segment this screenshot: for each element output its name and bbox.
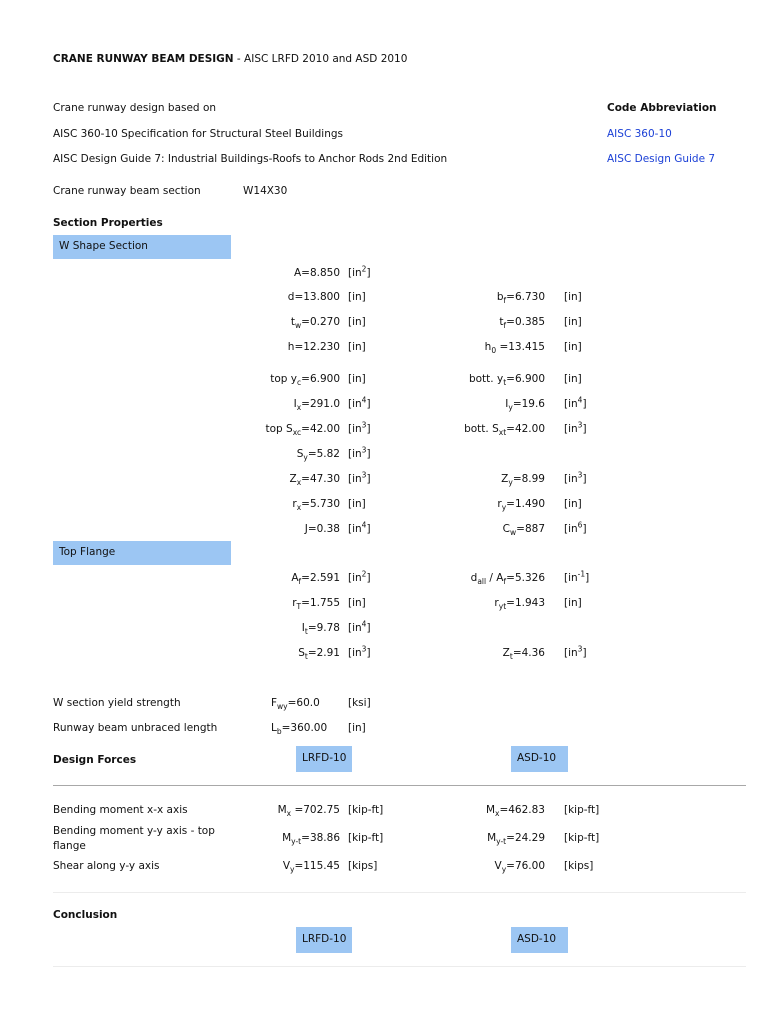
- my-asd-unit: [kip-ft]: [564, 832, 600, 844]
- prop-tf: $t_f=0.385$: [499, 316, 545, 331]
- unit-rT: [in]: [348, 597, 366, 609]
- conclusion-asd-label: ASD-10: [517, 933, 557, 945]
- unit-ry: [in]: [564, 498, 582, 510]
- unit-bf: [in]: [564, 291, 582, 303]
- prop-ry: $r_y=1.490$: [497, 498, 545, 513]
- lrfd-badge-label: LRFD-10: [302, 752, 347, 764]
- unit-ryt: [in]: [564, 597, 582, 609]
- prop-J: J=0.38: [304, 523, 340, 535]
- prop-h: h=12.230: [287, 341, 340, 353]
- w-shape-label: W Shape Section: [59, 240, 148, 252]
- mx-lrfd: $M_x =702.75$: [277, 804, 340, 819]
- prop-rT: $r_T=1.755$: [292, 597, 340, 612]
- prop-A: A=8.850: [293, 267, 340, 279]
- prop-Af: $A_f=2.591$: [291, 572, 340, 587]
- unit-h: [in]: [348, 341, 366, 353]
- unit-A: $[in^2]$: [348, 264, 371, 279]
- page-title: CRANE RUNWAY BEAM DESIGN - AISC LRFD 2010 and ASD 2010: [53, 53, 408, 65]
- prop-Zt: $Z_t=4.36$: [502, 647, 545, 662]
- prop-Sy: $S_y=5.82$: [296, 448, 340, 463]
- unit-Zx: $[in^3]$: [348, 470, 371, 485]
- prop-Sxc: top $S_{xc}=42.00$: [265, 423, 340, 438]
- unit-dAf: $[in^{-1}]$: [564, 569, 590, 584]
- prop-d: d=13.800: [287, 291, 340, 303]
- my-label: Bending moment y-y axis - top flange: [53, 825, 215, 852]
- conclusion-lrfd-label: LRFD-10: [302, 933, 347, 945]
- spec-abbr-link[interactable]: AISC 360-10: [607, 128, 672, 140]
- prop-Sxt: bott. $S_{xt}=42.00$: [464, 423, 545, 438]
- asd-forces-column: [400, 0, 545, 1024]
- unit-St: $[in^3]$: [348, 644, 371, 659]
- unit-Cw: $[in^6]$: [564, 520, 587, 535]
- my-lrfd-unit: [kip-ft]: [348, 832, 384, 844]
- based-on-text: Crane runway design based on: [53, 102, 217, 114]
- prop-yt: bott. $y_t=6.900$: [468, 373, 545, 388]
- conclusion-heading: Conclusion: [53, 909, 118, 921]
- unit-J: $[in^4]$: [348, 520, 371, 535]
- guide-abbr-link[interactable]: AISC Design Guide 7: [607, 153, 716, 165]
- section-value: W14X30: [243, 185, 288, 197]
- unit-Ix: $[in^4]$: [348, 395, 371, 410]
- guide-reference: AISC Design Guide 7: Industrial Buildings-Roofs to Anchor Rods 2nd Edition: [53, 153, 448, 165]
- unit-Lb: [in]: [348, 722, 366, 734]
- prop-Fy: $F_{wy}=60.0$: [271, 697, 320, 712]
- section-properties-heading: Section Properties: [53, 217, 163, 229]
- unbraced-length-label: Runway beam unbraced length: [53, 722, 218, 734]
- section-label: Crane runway beam section: [53, 185, 201, 197]
- unit-Af: $[in^2]$: [348, 569, 371, 584]
- mx-lrfd-unit: [kip-ft]: [348, 804, 384, 816]
- vy-asd-unit: [kips]: [564, 860, 594, 872]
- prop-St: $S_t=2.91$: [298, 647, 340, 662]
- unit-Fy: [ksi]: [348, 697, 371, 709]
- prop-tw: $t_w=0.270$: [290, 316, 340, 331]
- unit-Sxc: $[in^3]$: [348, 420, 371, 435]
- vy-asd: $V_y=76.00$: [494, 860, 545, 875]
- lrfd-forces-column: [200, 0, 340, 1024]
- vy-label: Shear along y-y axis: [53, 860, 160, 872]
- divider: [53, 966, 746, 967]
- asd-badge-label: ASD-10: [517, 752, 557, 764]
- prop-Zx: $Z_x=47.30$: [289, 473, 340, 488]
- prop-It: $I_t=9.78$: [301, 622, 340, 637]
- my-lrfd: $M_{y-t}=38.86$: [282, 832, 340, 847]
- prop-yc: top $y_c=6.900$: [270, 373, 340, 388]
- prop-ryt: $r_{yt}=1.943$: [494, 597, 545, 612]
- unit-yt: [in]: [564, 373, 582, 385]
- unit-Sxt: $[in^3]$: [564, 420, 587, 435]
- prop-dAf: $d_{all} / A_f=5.326$: [470, 572, 545, 587]
- unit-rx: [in]: [348, 498, 366, 510]
- prop-bf: $b_f=6.730$: [496, 291, 545, 306]
- prop-Zy: $Z_y=8.99$: [501, 473, 545, 488]
- yield-strength-label: W section yield strength: [53, 697, 181, 709]
- unit-tf: [in]: [564, 316, 582, 328]
- divider: [53, 892, 746, 893]
- design-forces-heading: Design Forces: [53, 754, 137, 766]
- mx-label: Bending moment x-x axis: [53, 804, 188, 816]
- prop-rx: $r_x=5.730$: [292, 498, 340, 513]
- spec-reference: AISC 360-10 Specification for Structural Steel Buildings: [53, 128, 343, 140]
- unit-Zt: $[in^3]$: [564, 644, 587, 659]
- mx-asd: $M_x=462.83$: [485, 804, 545, 819]
- code-abbreviation-header: Code Abbreviation: [607, 102, 717, 114]
- prop-Lb: $L_b=360.00$: [271, 722, 328, 737]
- prop-Ix: $I_x=291.0$: [293, 398, 340, 413]
- vy-lrfd-unit: [kips]: [348, 860, 378, 872]
- unit-tw: [in]: [348, 316, 366, 328]
- unit-It: $[in^4]$: [348, 619, 371, 634]
- prop-Iy: $I_y=19.6$: [505, 398, 545, 413]
- unit-d: [in]: [348, 291, 366, 303]
- unit-yc: [in]: [348, 373, 366, 385]
- unit-Iy: $[in^4]$: [564, 395, 587, 410]
- unit-Sy: $[in^3]$: [348, 445, 371, 460]
- vy-lrfd: $V_y=115.45$: [282, 860, 340, 875]
- prop-Cw: $C_w=887$: [502, 523, 545, 538]
- my-asd: $M_{y-t}=24.29$: [487, 832, 545, 847]
- top-flange-label: Top Flange: [59, 546, 116, 558]
- mx-asd-unit: [kip-ft]: [564, 804, 600, 816]
- unit-Zy: $[in^3]$: [564, 470, 587, 485]
- prop-h0: $h_0 =13.415$: [484, 341, 545, 356]
- unit-h0: [in]: [564, 341, 582, 353]
